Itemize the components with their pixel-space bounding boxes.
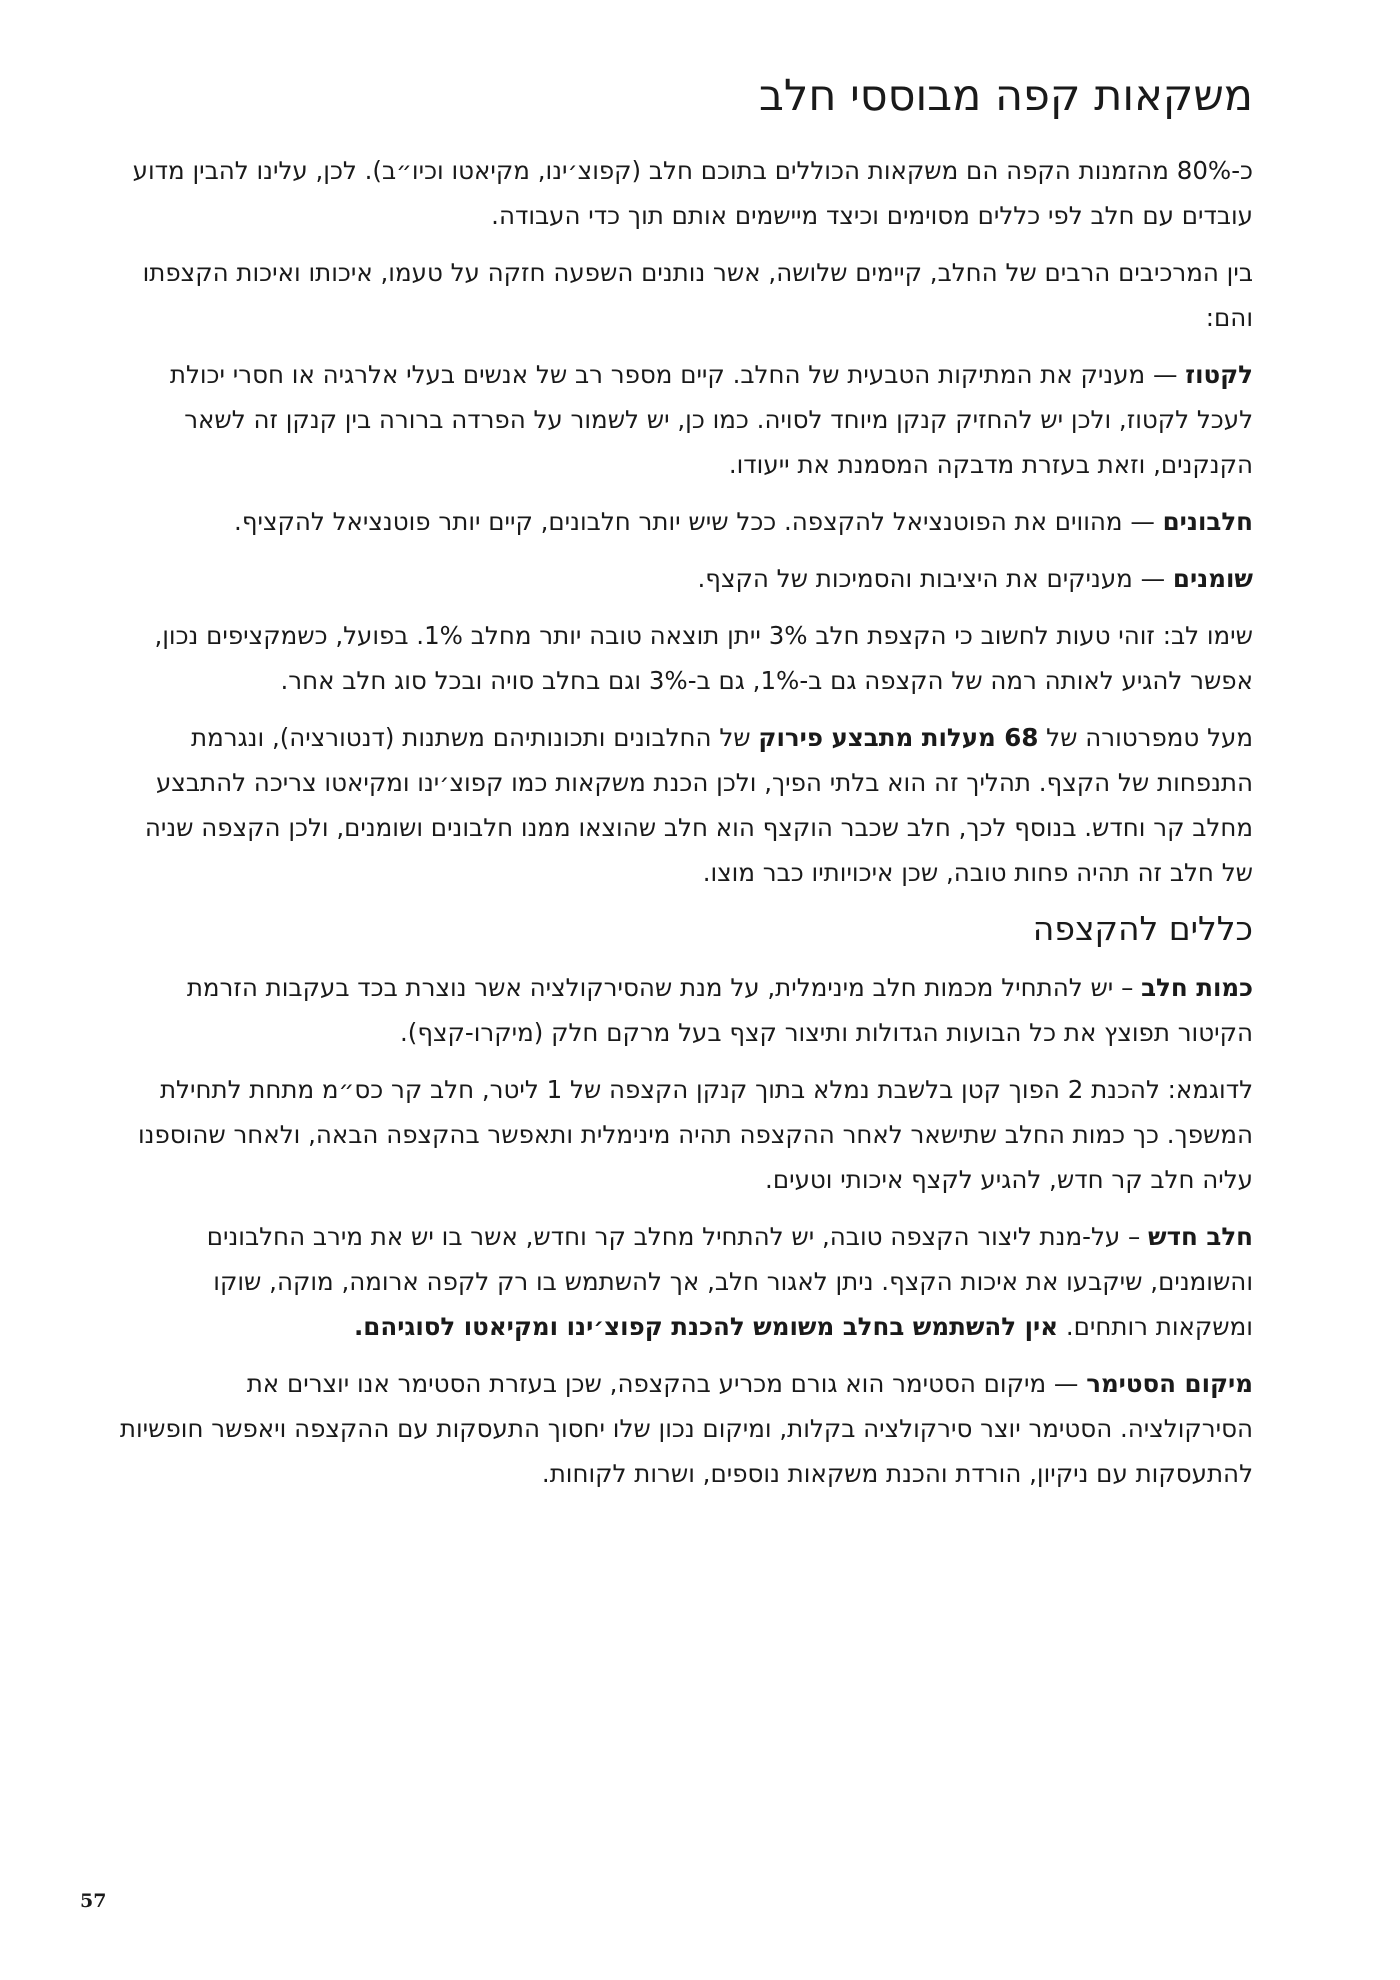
denaturation-text-start: מעל טמפרטורה של <box>1038 722 1253 752</box>
milk-amount-text: – יש להתחיל מכמות חלב מינימלית, על מנת שהסירקולציה אשר נוצרת בכד בעקבות הזרמת הקיטור תפוצץ את כל הבועות הגדולות ותיצור קצף בעל מרקם חלק (מיקרו-קצף). <box>186 973 1253 1048</box>
note-paragraph: שימו לב: זוהי טעות לחשוב כי הקצפת חלב 3% ייתן תוצאה טובה יותר מחלב 1%. בפועל, כשמקציפים נכון, אפשר להגיע לאותה רמה של הקצפה גם ב-1%, גם ב-3% וגם בחלב סויה ובכל סוג חלב אחר. <box>154 620 1253 695</box>
steamer-text: — מיקום הסטימר הוא גורם מכריע בהקצפה, שכן בעזרת הסטימר אנו יוצרים את הסירקולציה. הסטימר יוצר סירקולציה בקלות, ומיקום נכון שלו יחסוך התעסקות עם ההקצפה ויאפשר חופשיות להתעסקות עם ניקיון, הורדת והכנת משקאות נוספים, ושרות לקוחות. <box>119 1369 1253 1489</box>
lactose-term: לקטוז <box>1185 359 1253 389</box>
fats-text: — מעניקים את היציבות והסמיכות של הקצף. <box>697 563 1173 593</box>
steamer-term: מיקום הסטימר <box>1086 1369 1253 1399</box>
fats-term: שומנים <box>1172 563 1253 593</box>
denaturation-text-end: של החלבונים ותכונותיהם משתנות (דנטורציה), ונגרמת התנפחות של הקצף. תהליך זה הוא בלתי הפיך, ולכן הכנת משקאות כמו קפוצ׳ינו ומקיאטו צריכה להתבצע מחלב קר וחדש. בנוסף לכך, חלב שכבר הוקצף הוא חלב שהוצאו ממנו חלבונים ושומנים, ולכן הקצפה שניה של חלב זה תהיה פחות טובה, שכן איכויותיו כבר מוצו. <box>144 722 1253 887</box>
fresh-milk-term: חלב חדש <box>1148 1222 1253 1252</box>
page-title: משקאות קפה מבוססי חלב <box>759 71 1253 121</box>
fats-paragraph <box>113 556 1253 601</box>
lactose-text: — מעניק את המתיקות הטבעית של החלב. קיים מספר רב של אנשים בעלי אלרגיה או חסרי יכולת לעכל לקטוז, ולכן יש להחזיק קנקן מיוחד לסויה. כמו כן, יש לשמור על הפרדה ברורה בין קנקן זה לשאר הקנקנים, וזאת בעזרת מדבקה המסמנת את ייעודו. <box>169 359 1253 479</box>
steamer-paragraph <box>113 1361 1253 1496</box>
fresh-milk-paragraph <box>113 1214 1253 1349</box>
milk-amount-term: כמות חלב <box>1141 973 1253 1003</box>
example-paragraph: לדוגמא: להכנת 2 הפוך קטן בלשבת נמלא בתוך קנקן הקצפה של 1 ליטר, חלב קר כס״מ מתחת לתחילת המשפך. כך כמות החלב שתישאר לאחר ההקצפה תהיה מינימלית ותאפשר בהקצפה הבאה, ולאחר שהוספנו עליה חלב קר חדש, להגיע לקצף איכותי וטעים. <box>137 1075 1253 1195</box>
proteins-paragraph <box>113 499 1253 544</box>
intro-paragraph: כ-80% מהזמנות הקפה הם משקאות הכוללים בתוכם חלב (קפוצ׳ינו, מקיאטו וכיו״ב). לכן, עלינו להבין מדוע עובדים עם חלב לפי כללים מסוימים וכיצד מיישמים אותם תוך כדי העבודה. <box>132 155 1253 230</box>
denaturation-highlight: 68 מעלות מתבצע פירוק <box>758 722 1039 752</box>
milk-amount-paragraph <box>113 965 1253 1055</box>
page-content <box>113 70 1253 1508</box>
proteins-text: — מהווים את הפוטנציאל להקצפה. ככל שיש יותר חלבונים, קיים יותר פוטנציאל להקציף. <box>234 506 1163 536</box>
fresh-milk-text: – על-מנת ליצור הקצפה טובה, יש להתחיל מחלב קר וחדש, אשר בו יש את מירב החלבונים והשומנים, שיקבעו את איכות הקצף. ניתן לאגור חלב, אך להשתמש בו רק לקפה ארומה, מוקה, שוקו ומשקאות רותחים. <box>206 1222 1253 1342</box>
proteins-term: חלבונים <box>1162 506 1253 536</box>
page-number: 57 <box>80 1890 107 1912</box>
fresh-milk-warning: אין להשתמש בחלב משומש להכנת קפוצ׳ינו ומקיאטו לסוגיהם. <box>354 1312 1059 1342</box>
components-intro-paragraph: בין המרכיבים הרבים של החלב, קיימים שלושה, אשר נותנים השפעה חזקה על טעמו, איכותו ואיכות הקצפתו והם: <box>142 257 1253 332</box>
lactose-paragraph <box>113 352 1253 487</box>
denaturation-paragraph <box>113 715 1253 895</box>
section-subtitle: כללים להקצפה <box>1032 908 1253 948</box>
